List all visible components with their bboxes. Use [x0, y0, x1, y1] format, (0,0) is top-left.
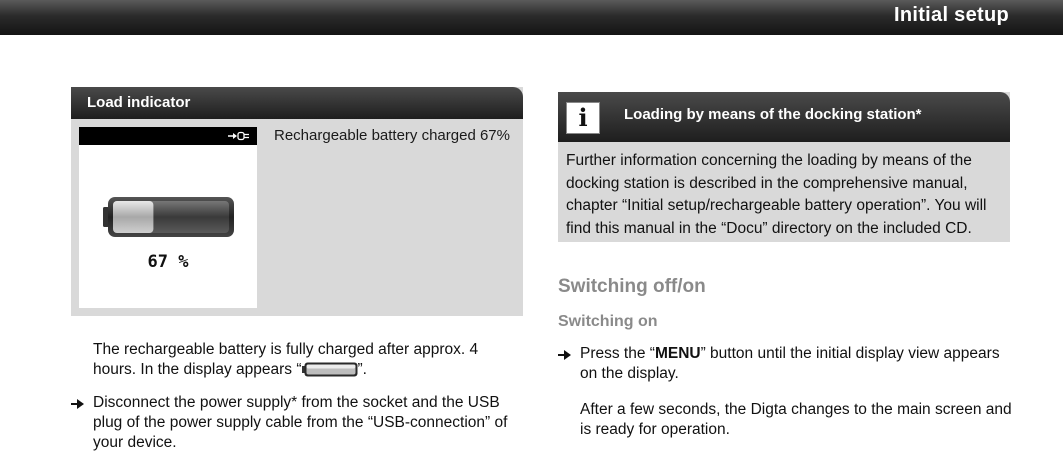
disconnect-instruction: Disconnect the power supply* from the socket and the USB plug of the power supply cable from the “USB-connection” of your device.: [93, 394, 508, 451]
display-status-bar: [79, 127, 257, 145]
load-indicator-caption: Rechargeable battery charged 67%: [274, 127, 510, 144]
menu-key-label: MENU: [654, 345, 701, 362]
charging-text-after: ”.: [357, 361, 367, 378]
bullet-arrow-icon: [71, 398, 85, 410]
battery-level-icon: [103, 196, 235, 238]
info-box-docking: [558, 92, 1010, 242]
header-bar: [0, 0, 1063, 35]
subsection-title: Switching on: [558, 313, 658, 330]
bullet-arrow-icon: [558, 349, 572, 361]
info-icon: [566, 102, 600, 134]
info-box-heading: Loading by means of the docking station*: [624, 106, 922, 123]
device-display: [79, 127, 257, 308]
battery-percent-readout: 67 %: [147, 252, 189, 272]
info-icon-glyph: i: [578, 103, 588, 132]
section-title: Switching off/on: [558, 276, 706, 297]
ready-paragraph: After a few seconds, the Digta changes to the main screen and is ready for operation.: [580, 401, 1012, 438]
menu-instruction: [580, 344, 1020, 384]
load-indicator-heading: Load indicator: [87, 94, 191, 111]
load-indicator-box: [71, 87, 523, 316]
full-battery-icon: [302, 362, 358, 377]
load-indicator-header: [71, 87, 523, 119]
info-box-body: Further information concerning the loading by means of the docking station is described in the comprehensive manual, chapter “Initial setup/rechargeable battery operation”. You will find this manual in the “Docu” directory on the included CD.: [566, 152, 987, 237]
info-box-header: [558, 92, 1010, 142]
charging-text-before: The rechargeable battery is fully charged after approx. 4 hours. In the display appears “: [93, 341, 479, 378]
usb-plug-icon: [227, 130, 251, 142]
menu-text-before: Press the “: [580, 345, 655, 362]
page-title: Initial setup: [893, 4, 1009, 26]
menu-text-after: ” button until the initial display view appears on the display.: [580, 345, 1000, 382]
charging-paragraph: [93, 340, 513, 380]
